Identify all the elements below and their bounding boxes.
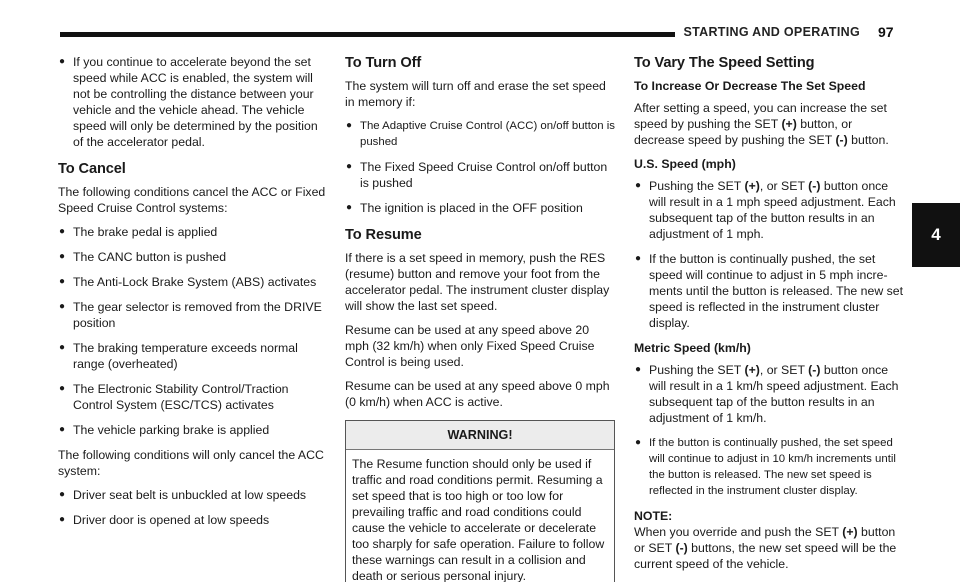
cancel-intro: The following conditions cancel the ACC or Fixed Speed Cruise Control systems: xyxy=(58,185,326,215)
bullet-icon: ● xyxy=(59,489,66,500)
section-title: STARTING AND OPERATING xyxy=(675,25,868,39)
bullet-icon: ● xyxy=(59,514,66,525)
subheading-metric-speed: Metric Speed (km/h) xyxy=(634,341,751,355)
bullet-icon: ● xyxy=(59,383,66,394)
column-left xyxy=(58,54,328,537)
bullet-icon: ● xyxy=(59,424,66,435)
heading-to-turn-off: To Turn Off xyxy=(345,55,422,71)
warning-title: WARNING! xyxy=(346,421,614,450)
bullet-icon: ● xyxy=(635,364,642,375)
bullet-icon: ● xyxy=(635,437,642,448)
list-item: ● If you continue to accelerate beyond the set speed while ACC is enabled, the system will not be controlling the distance between your vehicle and the vehicle ahead. The vehicle speed will only be determined by the position of the accelerator pedal. xyxy=(59,55,318,149)
bullet-icon: ● xyxy=(346,161,353,172)
note-text: When you override and push the SET (+) button or SET (-) buttons, the new set speed will be the current speed of the vehicle. xyxy=(634,525,897,571)
column-middle xyxy=(345,54,615,582)
heading-vary-speed: To Vary The Speed Setting xyxy=(634,55,815,71)
list-item: ● The Electronic Stability Control/Traction Control System (ESC/TCS) activates xyxy=(59,382,289,412)
heading-to-resume: To Resume xyxy=(345,227,422,243)
warning-box xyxy=(345,420,615,582)
after-setting-paragraph: After setting a speed, you can increase the set speed by pushing the SET (+) button, or decrease speed by pushing the SET (-) button. xyxy=(634,101,889,147)
list-item: ● The Fixed Speed Cruise Control on/off button is pushed xyxy=(346,160,608,190)
list-item: ● Pushing the SET (+), or SET (-) button once will result in a 1 mph speed adjustment. Each subsequent tap of the button results in an adjustment of 1 mph. xyxy=(635,179,896,241)
resume-paragraph-3: Resume can be used at any speed above 0 mph (0 km/h) when ACC is active. xyxy=(345,379,610,409)
resume-paragraph-2: Resume can be used at any speed above 20 mph (32 km/h) when only Fixed Speed Cruise Control is being used. xyxy=(345,323,595,369)
bullet-icon: ● xyxy=(59,276,66,287)
page-number: 97 xyxy=(872,24,898,40)
list-item: ● Driver door is opened at low speeds xyxy=(59,513,270,527)
list-item: ● The braking temperature exceeds normal range (overheated) xyxy=(59,341,298,371)
bullet-icon: ● xyxy=(59,301,66,312)
list-item: ● The ignition is placed in the OFF position xyxy=(346,201,583,215)
resume-paragraph-1: If there is a set speed in memory, push the RES (resume) button and remove your foot from the accelerator pedal. The instrument cluster display will show the last set speed. xyxy=(345,251,610,313)
list-item: ● The Adaptive Cruise Control (ACC) on/off button is pushed xyxy=(346,120,615,148)
bullet-icon: ● xyxy=(635,253,642,264)
list-item: ● The gear selector is removed from the DRIVE position xyxy=(59,300,322,330)
chapter-tab: 4 xyxy=(912,203,960,267)
list-item: ● If the button is continually pushed, the set speed will continue to adjust in 5 mph increments until the button is released. The new set speed is reflected in the instrument cluster display. xyxy=(635,252,904,330)
bullet-icon: ● xyxy=(59,342,66,353)
list-item: ● Pushing the SET (+), or SET (-) button once will result in a 1 km/h speed adjustment. Each subsequent tap of the button results in an adjustment of 1 km/h. xyxy=(635,363,899,425)
column-right xyxy=(634,54,906,580)
subheading-us-speed: U.S. Speed (mph) xyxy=(634,157,736,171)
list-item: ● Driver seat belt is unbuckled at low speeds xyxy=(59,488,307,502)
list-item: ● The brake pedal is applied xyxy=(59,225,218,239)
cancel-only-intro: The following conditions will only cancel the ACC system: xyxy=(58,448,324,478)
bullet-icon: ● xyxy=(346,202,353,213)
list-item: ● The vehicle parking brake is applied xyxy=(59,423,270,437)
bullet-icon: ● xyxy=(59,56,66,67)
note-label: NOTE: xyxy=(634,509,673,523)
list-item: ● The CANC button is pushed xyxy=(59,250,227,264)
subheading-increase-decrease: To Increase Or Decrease The Set Speed xyxy=(634,79,866,93)
bullet-icon: ● xyxy=(59,226,66,237)
warning-text: The Resume function should only be used if traffic and road conditions permit. Resuming a set speed that is too high or too low for prevailing traffic and road conditions could cause the vehicle to accelerate or decelerate too sharply for safe operation. Failure to follow these warnings can result in a collision and death or serious personal injury. xyxy=(352,457,605,582)
bullet-icon: ● xyxy=(635,180,642,191)
turn-off-intro: The system will turn off and erase the set speed in memory if: xyxy=(345,79,606,109)
heading-to-cancel: To Cancel xyxy=(58,161,126,177)
list-item: ● The Anti-Lock Brake System (ABS) activates xyxy=(59,275,317,289)
bullet-icon: ● xyxy=(346,120,353,131)
bullet-icon: ● xyxy=(59,251,66,262)
list-item: ● If the button is continually pushed, the set speed will continue to adjust in 10 km/h increments until the button is released. The new set speed is reflected in the instrument cluster display. xyxy=(635,437,896,497)
